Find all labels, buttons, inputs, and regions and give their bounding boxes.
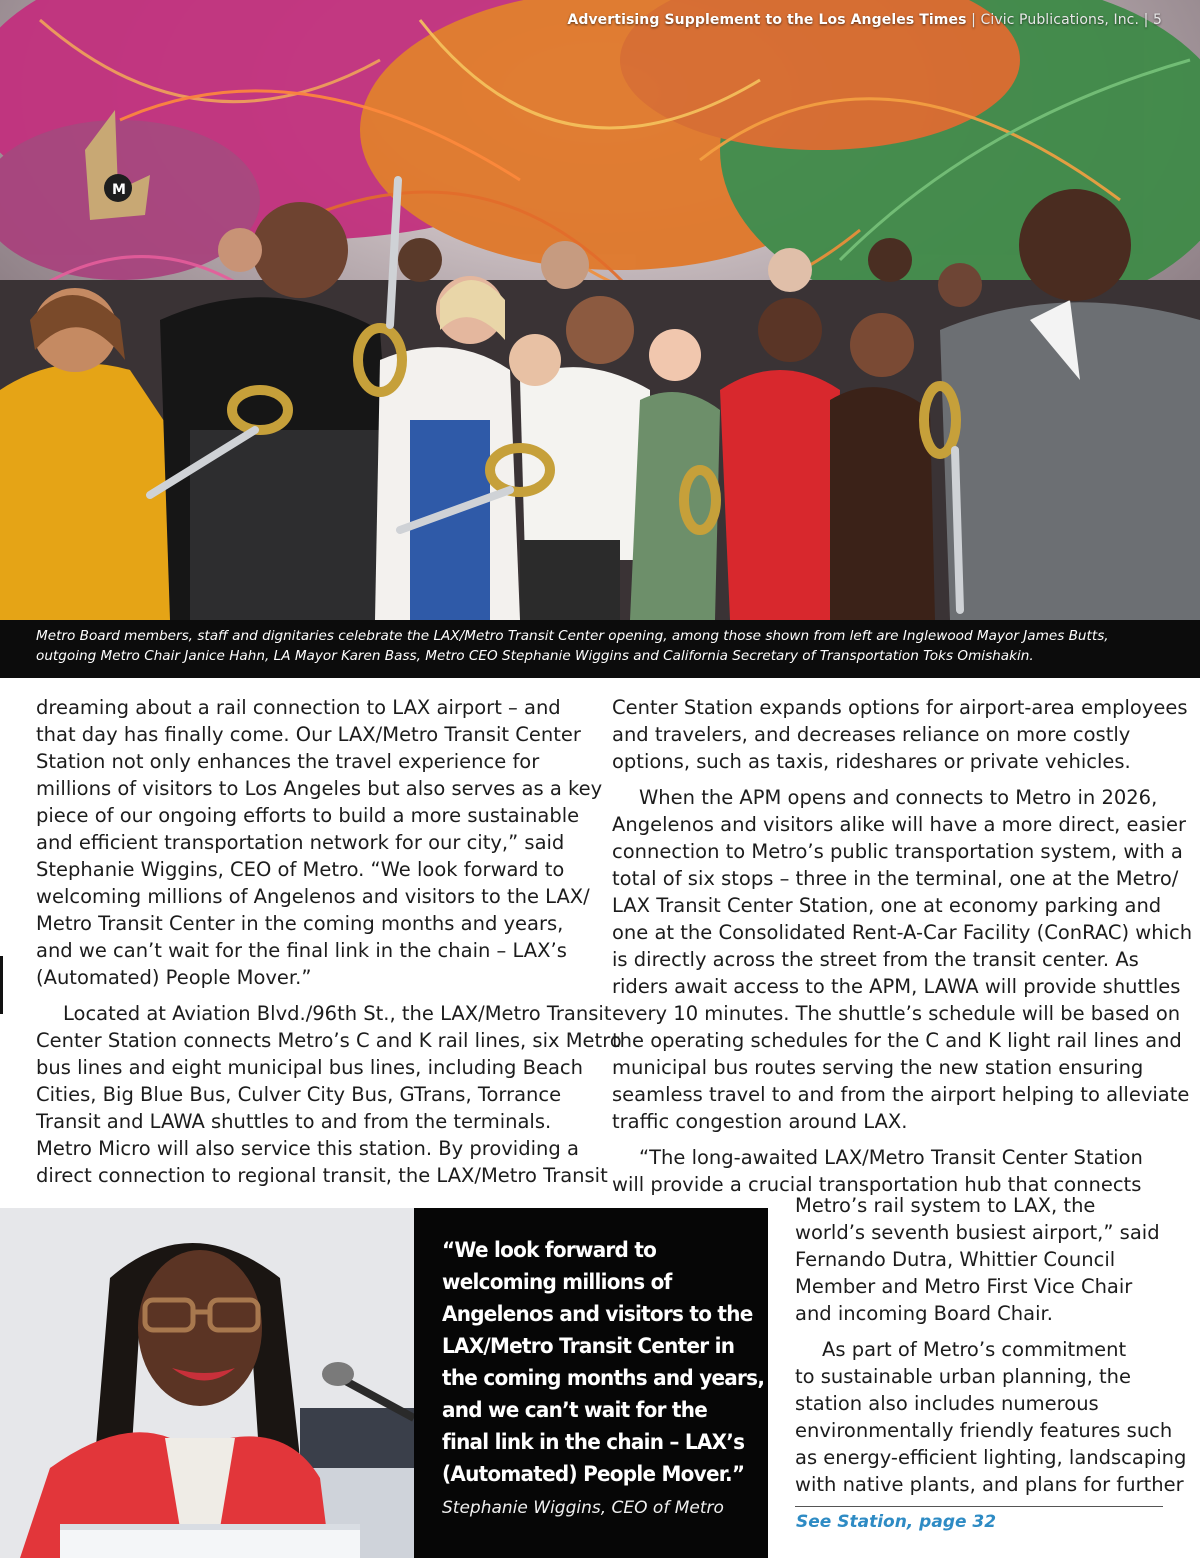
page-number: 5: [1152, 12, 1162, 28]
header-separator: |: [971, 12, 976, 28]
quote-line: “We look forward to: [442, 1238, 657, 1263]
text-line: Stephanie Wiggins, CEO of Metro. “We look forward to: [36, 858, 565, 881]
text-line: “The long-awaited LAX/Metro Transit Center Station: [639, 1146, 1143, 1169]
text-line: welcoming millions of Angelenos and visitors to the LAX/: [36, 885, 590, 908]
text-line: Metro Micro will also service this station. By providing a: [36, 1137, 579, 1160]
text-line: one at the Consolidated Rent-A-Car Facility (ConRAC) which: [612, 921, 1193, 944]
pull-quote-text: [442, 1235, 764, 1491]
foam-finger-letter: M: [112, 182, 126, 198]
text-line: As part of Metro’s commitment: [822, 1338, 1127, 1361]
text-line: Angelenos and visitors alike will have a more direct, easier: [612, 813, 1187, 836]
header-separator: |: [1143, 12, 1149, 28]
text-line: environmentally friendly features such: [795, 1419, 1173, 1442]
text-line: dreaming about a rail connection to LAX airport – and: [36, 696, 561, 719]
quote-line: the coming months and years,: [442, 1366, 765, 1391]
caption-line: outgoing Metro Chair Janice Hahn, LA Mayor Karen Bass, Metro CEO Stephanie Wiggins and California Secretary of Transportation Toks Omishakin.: [36, 648, 1034, 664]
text-line: the operating schedules for the C and K light rail lines and: [612, 1029, 1182, 1052]
quote-line: (Automated) People Mover.”: [442, 1462, 745, 1487]
text-line: bus lines and eight municipal bus lines, including Beach: [36, 1056, 583, 1079]
quote-line: and we can’t wait for the: [442, 1398, 708, 1423]
text-line: with native plants, and plans for further: [795, 1473, 1184, 1496]
text-line: Metro Transit Center in the coming months and years,: [36, 912, 564, 935]
text-line: riders await access to the APM, LAWA will provide shuttles: [612, 975, 1181, 998]
article-column-3: [795, 1192, 1187, 1498]
caption-line: Metro Board members, staff and dignitaries celebrate the LAX/Metro Transit Center opening, among those shown from left are Inglewood Mayor James Butts,: [36, 628, 1109, 644]
continued-jump-link[interactable]: See Station, page 32: [796, 1512, 997, 1532]
text-line: total of six stops – three in the terminal, one at the Metro/: [612, 867, 1179, 890]
text-line: options, such as taxis, rideshares or private vehicles.: [612, 750, 1131, 773]
text-line: Metro’s rail system to LAX, the: [795, 1194, 1096, 1217]
text-line: Cities, Big Blue Bus, Culver City Bus, GTrans, Torrance: [36, 1083, 562, 1106]
text-line: traffic congestion around LAX.: [612, 1110, 908, 1133]
quote-line: welcoming millions of: [442, 1270, 672, 1295]
quote-line: final link in the chain – LAX’s: [442, 1430, 745, 1455]
publisher-name: Civic Publications, Inc.: [980, 12, 1140, 28]
text-line: When the APM opens and connects to Metro in 2026,: [639, 786, 1158, 809]
pull-quote: [414, 1208, 768, 1558]
text-line: station also includes numerous: [795, 1392, 1099, 1415]
text-line: Transit and LAWA shuttles to and from the terminals.: [36, 1110, 552, 1133]
supplement-label: Advertising Supplement to the Los Angeles Times: [567, 12, 967, 28]
text-line: millions of visitors to Los Angeles but also serves as a key: [36, 777, 603, 800]
text-line: municipal bus routes serving the new station ensuring: [612, 1056, 1144, 1079]
article-column-2: [612, 694, 1193, 1198]
text-line: LAX Transit Center Station, one at economy parking and: [612, 894, 1162, 917]
text-line: will provide a crucial transportation hub that connects: [612, 1173, 1142, 1196]
margin-mark: [0, 956, 3, 1014]
text-line: that day has finally come. Our LAX/Metro Transit Center: [36, 723, 581, 746]
running-header: [567, 12, 1162, 28]
text-line: Center Station connects Metro’s C and K rail lines, six Metro: [36, 1029, 622, 1052]
divider: [795, 1506, 1163, 1507]
text-line: seamless travel to and from the airport helping to alleviate: [612, 1083, 1190, 1106]
hero-photo: [0, 0, 1200, 620]
text-line: and we can’t wait for the final link in the chain – LAX’s: [36, 939, 567, 962]
quote-attribution: Stephanie Wiggins, CEO of Metro: [442, 1498, 724, 1518]
text-line: Member and Metro First Vice Chair: [795, 1275, 1133, 1298]
text-line: and travelers, and decreases reliance on more costly: [612, 723, 1131, 746]
text-line: connection to Metro’s public transportation system, with a: [612, 840, 1183, 863]
text-line: Center Station expands options for airport-area employees: [612, 696, 1188, 719]
text-line: direct connection to regional transit, the LAX/Metro Transit: [36, 1164, 608, 1187]
text-line: world’s seventh busiest airport,” said: [795, 1221, 1160, 1244]
article-column-1: [36, 694, 622, 1189]
portrait-photo: [0, 1208, 414, 1558]
quote-line: LAX/Metro Transit Center in: [442, 1334, 735, 1359]
text-line: as energy-efficient lighting, landscaping: [795, 1446, 1187, 1469]
quote-line: Angelenos and visitors to the: [442, 1302, 753, 1327]
text-line: and incoming Board Chair.: [795, 1302, 1053, 1325]
text-line: piece of our ongoing efforts to build a more sustainable: [36, 804, 580, 827]
speaker-illustration: [0, 1208, 414, 1558]
text-line: Fernando Dutra, Whittier Council: [795, 1248, 1116, 1271]
text-line: to sustainable urban planning, the: [795, 1365, 1132, 1388]
photo-caption: [0, 620, 1200, 678]
text-line: Located at Aviation Blvd./96th St., the LAX/Metro Transit: [63, 1002, 612, 1025]
text-line: is directly across the street from the transit center. As: [612, 948, 1139, 971]
ribbon-cutting-illustration: [0, 0, 1200, 620]
text-line: (Automated) People Mover.”: [36, 966, 312, 989]
text-line: and efficient transportation network for our city,” said: [36, 831, 565, 854]
text-line: Station not only enhances the travel experience for: [36, 750, 540, 773]
text-line: every 10 minutes. The shuttle’s schedule will be based on: [612, 1002, 1181, 1025]
